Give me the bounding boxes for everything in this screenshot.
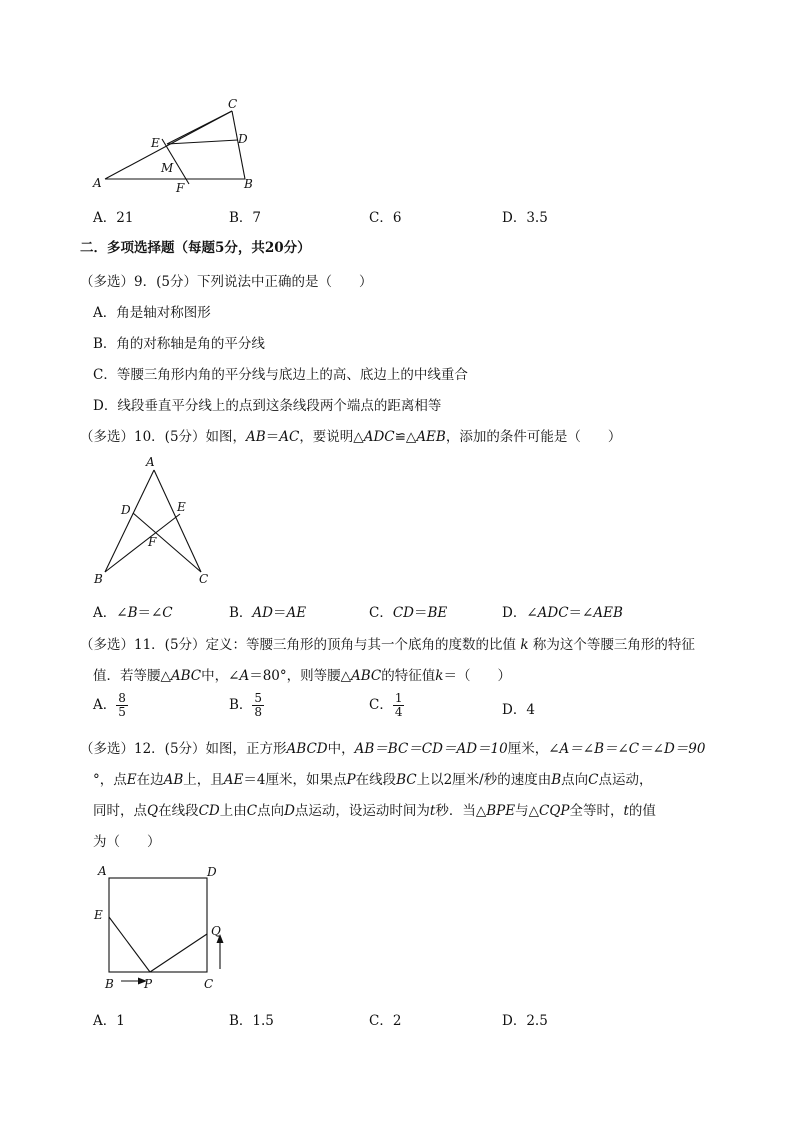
q11-option-d[interactable]: D．4	[502, 702, 535, 718]
segment-ep	[109, 917, 150, 972]
label-m: M	[161, 161, 174, 175]
label-q: Q	[211, 924, 221, 938]
q8-option-d[interactable]: D．3.5	[502, 210, 548, 226]
label-d: D	[238, 132, 248, 146]
label-d: D	[207, 865, 217, 879]
q10-option-b[interactable]: B．AD＝AE	[229, 605, 307, 621]
segment-ac	[154, 470, 201, 572]
figure-q8	[88, 95, 258, 195]
q9-option-b[interactable]: B．角的对称轴是角的平分线	[93, 336, 265, 352]
q9-option-a[interactable]: A．角是轴对称图形	[93, 305, 211, 321]
fraction: $\frac{5}{8}$	[254, 691, 263, 719]
q12-option-c[interactable]: C．2	[369, 1013, 402, 1029]
label-c: C	[199, 572, 209, 586]
q11-options	[93, 690, 693, 724]
label-b: B	[105, 977, 114, 991]
label-a: A	[146, 455, 155, 469]
label-d: D	[121, 503, 131, 517]
q8-option-a[interactable]: A．21	[93, 210, 134, 226]
q12-stem-line4: 为（ ）	[93, 834, 161, 850]
label-f: F	[148, 535, 157, 549]
q9-option-c[interactable]: C．等腰三角形内角的平分线与底边上的高、底边上的中线重合	[93, 367, 468, 383]
figure-q10	[88, 450, 228, 590]
section-title: 二．多项选择题（每题5分，共20分）	[80, 240, 311, 256]
q11-option-a[interactable]: A． $\frac{8}{5}$	[93, 691, 126, 719]
q12-option-a[interactable]: A．1	[93, 1013, 125, 1029]
q10-options	[93, 601, 693, 623]
q10-option-a[interactable]: A．∠B＝∠C	[93, 605, 173, 621]
label-p: P	[144, 977, 153, 991]
segment-be	[105, 514, 180, 572]
fraction: $\frac{1}{4}$	[394, 691, 403, 719]
label-a: A	[98, 864, 107, 878]
q12-stem-line2: °，点E在边AB上，且AE＝4厘米，如果点P在线段BC上以2厘米/秒的速度由B点向C点运动，	[93, 772, 653, 788]
label-c: C	[204, 977, 214, 991]
q10-stem: （多选）10．(5分）如图，AB＝AC，要说明△ADC≌△AEB，添加的条件可能是（ ）	[80, 429, 622, 445]
q8-options	[93, 206, 693, 228]
q12-stem-line3: 同时，点Q在线段CD上由C点向D点运动，设运动时间为t秒．当△BPE与△CQP全等时，t的值	[93, 803, 656, 819]
q11-option-b[interactable]: B． $\frac{5}{8}$	[229, 691, 263, 719]
q11-stem-line1: （多选）11．(5分）定义：等腰三角形的顶角与其一个底角的度数的比值 k 称为这个等腰三角形的特征	[80, 637, 695, 653]
label-b: B	[94, 572, 103, 586]
label-a: A	[93, 176, 102, 190]
label-f: F	[176, 181, 185, 195]
label-e: E	[177, 500, 186, 514]
q9-stem: （多选）9．(5分）下列说法中正确的是（ ）	[80, 274, 373, 290]
q12-stem-line1: （多选）12．(5分）如图，正方形ABCD中，AB＝BC＝CD＝AD＝10厘米，∠A＝∠B＝∠C＝∠D＝90	[80, 741, 706, 757]
q12-option-b[interactable]: B．1.5	[229, 1013, 274, 1029]
label-b: B	[244, 177, 253, 191]
segment-ab	[105, 470, 154, 572]
q10-option-d[interactable]: D．∠ADC＝∠AEB	[502, 605, 623, 621]
q10-option-c[interactable]: C．CD＝BE	[369, 605, 448, 621]
square-abcd	[109, 878, 207, 972]
segment-pq	[150, 934, 207, 972]
segment-mc	[167, 111, 232, 144]
q11-option-c[interactable]: C． $\frac{1}{4}$	[369, 691, 403, 719]
q11-stem-line2: 值．若等腰△ABC中，∠A＝80°，则等腰△ABC的特征值k＝（ ）	[93, 668, 511, 684]
label-e: E	[94, 908, 103, 922]
q12-option-d[interactable]: D．2.5	[502, 1013, 548, 1029]
q8-option-b[interactable]: B．7	[229, 210, 262, 226]
label-c: C	[228, 97, 238, 111]
q12-options	[93, 1009, 693, 1031]
q8-option-c[interactable]: C．6	[369, 210, 402, 226]
figure-q12	[88, 858, 238, 998]
q9-option-d[interactable]: D．线段垂直平分线上的点到这条线段两个端点的距离相等	[93, 398, 442, 414]
label-e: E	[151, 136, 160, 150]
fraction: $\frac{8}{5}$	[118, 691, 126, 719]
